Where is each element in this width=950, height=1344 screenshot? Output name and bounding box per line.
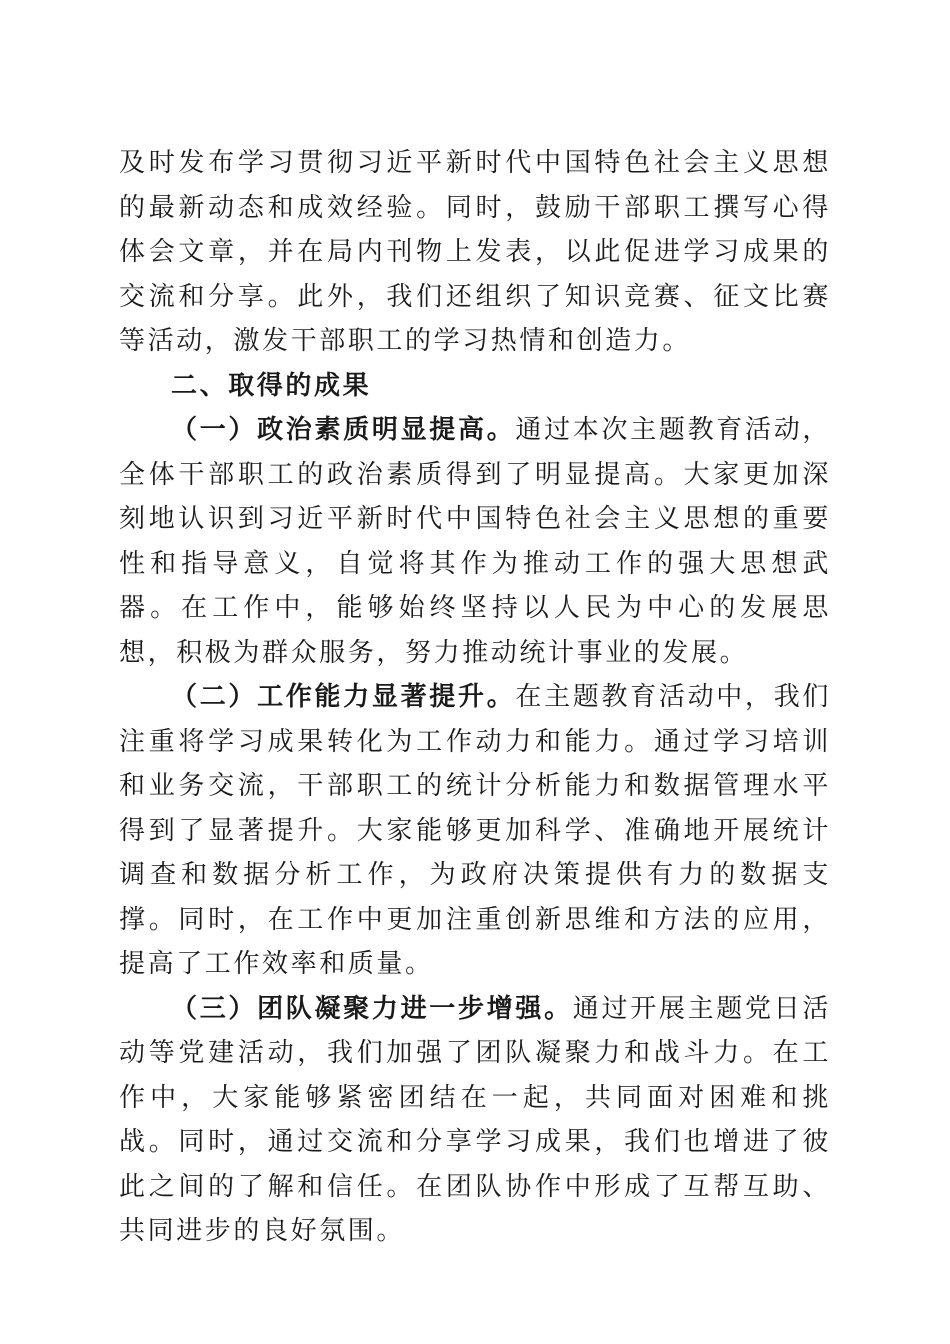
- paragraph-item-team-cohesion: [119, 987, 831, 1254]
- item-body: 通过开展主题党日活动等党建活动，我们加强了团队凝聚力和战斗力。在工作中，大家能够紧密团结在一起，共同面对困难和挑战。同时，通过交流和分享学习成果，我们也增进了彼此之间的了解和信任。在团队协作中形成了互帮互助、共同进步的良好氛围。: [119, 993, 831, 1246]
- item-body: 通过本次主题教育活动，全体干部职工的政治素质得到了明显提高。大家更加深刻地认识到习近平新时代中国特色社会主义思想的重要性和指导意义，自觉将其作为推动工作的强大思想武器。在工作中，能够始终坚持以人民为中心的发展思想，积极为群众服务，努力推动统计事业的发展。: [119, 415, 832, 668]
- item-lead: （三）团队凝聚力进一步增强。: [171, 993, 573, 1024]
- paragraph-item-political-quality: [119, 408, 831, 675]
- paragraph-text: 及时发布学习贯彻习近平新时代中国特色社会主义思想的最新动态和成效经验。同时，鼓励干部职工撰写心得体会文章，并在局内刊物上发表，以此促进学习成果的交流和分享。此外，我们还组织了知识竞赛、征文比赛等活动，激发干部职工的学习热情和创造力。: [119, 148, 831, 356]
- paragraph-continuation: [119, 141, 831, 364]
- section-heading-text: 二、取得的成果: [171, 370, 372, 401]
- item-lead: （一）政治素质明显提高。: [171, 415, 516, 445]
- item-lead: （二）工作能力显著提升。: [171, 682, 516, 712]
- document-body: [119, 141, 831, 1254]
- section-heading: [119, 364, 831, 409]
- item-body: 在主题教育活动中，我们注重将学习成果转化为工作动力和能力。通过学习培训和业务交流，干部职工的统计分析能力和数据管理水平得到了显著提升。大家能够更加科学、准确地开展统计调查和数据分析工作，为政府决策提供有力的数据支撑。同时，在工作中更加注重创新思维和方法的应用，提高了工作效率和质量。: [119, 682, 832, 979]
- paragraph-item-work-ability: [119, 675, 831, 987]
